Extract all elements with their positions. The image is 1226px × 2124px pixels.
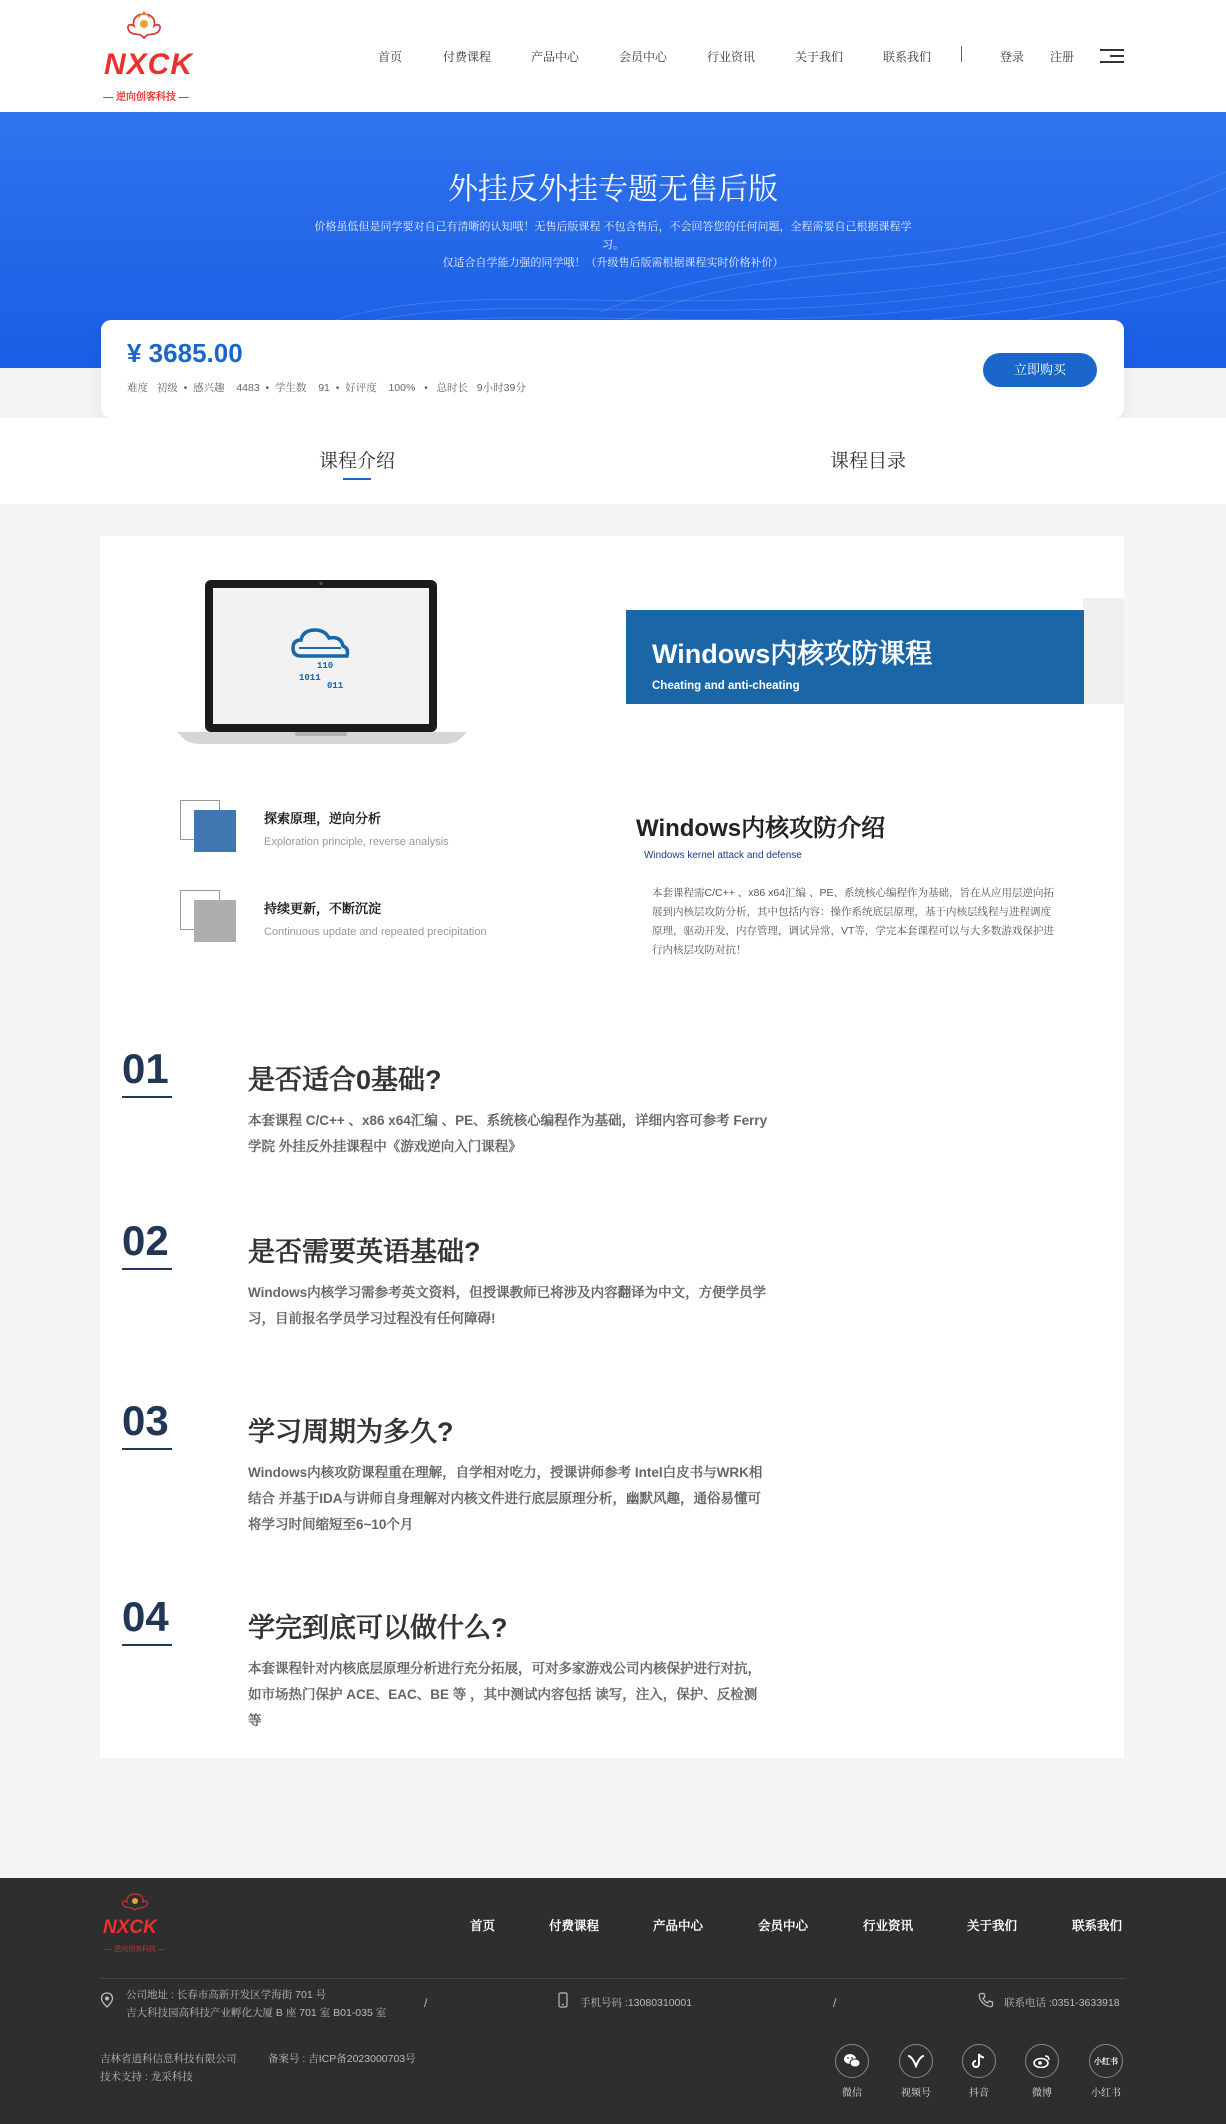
footer-logo[interactable] xyxy=(100,1888,170,1958)
nav-membership[interactable]: 会员中心 xyxy=(619,50,668,64)
stat-value-students: 91 xyxy=(318,382,330,394)
course-tabs xyxy=(0,418,1226,504)
faq-answer: 本套课程针对内核底层原理分析进行充分拓展，可对多家游戏公司内核保护进行对抗，如市场热门保护 ACE、EAC、BE 等 ，其中测试内容包括 读写，注入，保护、反检测等 xyxy=(248,1661,761,1728)
footer-nav-membership[interactable]: 会员中心 xyxy=(758,1919,809,1933)
social-label: 微博 xyxy=(1032,2088,1052,2099)
social-label: 抖音 xyxy=(969,2088,989,2099)
screen-code-3: 011 xyxy=(327,681,344,691)
footer-nav-paid-courses[interactable]: 付费课程 xyxy=(549,1919,600,1933)
footer-address-line2: 吉大科技园高科技产业孵化大厦 B 座 701 室 B01-035 室 xyxy=(126,2007,387,2019)
faq-answer: Windows内核学习需参考英文资料，但授课教师已将涉及内容翻译为中文，方便学员学习，目前报名学员学习过程没有任何障碍! xyxy=(248,1285,767,1326)
site-footer xyxy=(0,1878,1226,2124)
site-header xyxy=(0,0,1226,112)
tab-course-intro[interactable]: 课程介绍 xyxy=(319,451,396,472)
footer-logo-text: NXCK xyxy=(103,1917,157,1938)
screen-code-1: 110 xyxy=(317,661,334,671)
footer-divider xyxy=(100,1978,1126,1979)
stat-value-difficulty: 初级 xyxy=(156,382,178,394)
feature-title: 持续更新，不断沉淀 xyxy=(264,901,382,916)
faq-answer: Windows内核攻防课程重在理解，自学相对吃力，授课讲师参考 Intel白皮书与WRK相结合 并基于IDA与讲师自身理解对内核文件进行底层原理分析，幽默风趣，通俗易懂可将学习时间缩短至6~10个月 xyxy=(248,1465,763,1532)
feature-subtitle: Exploration principle, reverse analysis xyxy=(264,836,449,848)
footer-address-line1: 公司地址 : 长春市高新开发区学海街 701 号 xyxy=(126,1989,327,2001)
stat-value-rating: 100% xyxy=(388,382,416,394)
footer-icp[interactable]: 备案号 : 吉ICP备2023000703号 xyxy=(268,2053,416,2065)
faq-number-underline xyxy=(122,1644,172,1646)
stat-value-interest: 4483 xyxy=(236,382,260,394)
logo-tagline: — 逆向创客科技 — xyxy=(103,92,189,103)
social-channels[interactable] xyxy=(886,2044,946,2099)
faq-answer: 本套课程 C/C++ 、x86 x64汇编 、PE、系统核心编程作为基础，详细内容可参考 Ferry学院 外挂反外挂课程中《游戏逆向入门课程》 xyxy=(248,1113,768,1154)
register-link[interactable]: 注册 xyxy=(1050,50,1075,64)
footer-crest-icon xyxy=(100,1888,170,1958)
footer-nav-about[interactable]: 关于我们 xyxy=(967,1919,1018,1933)
nav-home[interactable]: 首页 xyxy=(378,50,403,64)
faq-question: 是否需要英语基础? xyxy=(248,1237,481,1267)
mobile-phone-icon xyxy=(558,1992,568,2008)
social-weibo[interactable] xyxy=(1012,2044,1072,2099)
social-xiaohongshu[interactable] xyxy=(1076,2044,1136,2099)
footer-nav-news[interactable]: 行业资讯 xyxy=(863,1919,914,1933)
footer-nav-contact[interactable]: 联系我们 xyxy=(1072,1919,1123,1933)
footer-address xyxy=(126,1986,386,2022)
faq-number: 02 xyxy=(122,1217,169,1264)
location-pin-icon xyxy=(100,1992,114,2008)
intro-title: Windows内核攻防介绍 xyxy=(636,815,886,842)
xiaohongshu-icon xyxy=(1089,2044,1123,2078)
stat-label-interest: 感兴趣 xyxy=(193,382,225,394)
intro-text: 本套课程需C/C++ 、x86 x64汇编 、PE、系统核心编程作为基础，旨在从应用层逆向拓展到内核层攻防分析，其中包括内容：操作系统底层原理，基于内核层线程与进程调度原理，驱动开发，内存管理，调试异常，VT等，学完本套课程可以与大多数游戏保护进行内核层攻防对抗！ xyxy=(652,887,1054,956)
course-banner-title: Windows内核攻防课程 xyxy=(652,639,933,669)
site-logo[interactable] xyxy=(100,10,194,105)
active-tab-indicator xyxy=(343,478,371,480)
stat-label-difficulty: 难度 xyxy=(127,382,148,394)
logo-text: NXCK xyxy=(104,48,194,81)
hero-title: 外挂反外挂专题无售后版 xyxy=(448,173,778,206)
faq-number-underline xyxy=(122,1268,172,1270)
faq-number: 04 xyxy=(122,1593,169,1640)
feature-square-icon xyxy=(194,810,236,852)
course-banner-subtitle: Cheating and anti-cheating xyxy=(652,680,800,692)
nav-paid-courses[interactable]: 付费课程 xyxy=(443,50,492,64)
douyin-icon xyxy=(962,2044,996,2078)
course-price: ¥ 3685.00 xyxy=(127,338,243,368)
nav-about[interactable]: 关于我们 xyxy=(795,50,844,64)
crest-icon xyxy=(124,10,164,44)
faq-question: 学完到底可以做什么? xyxy=(248,1613,508,1643)
social-label: 小红书 xyxy=(1091,2088,1121,2099)
footer-company: 吉林省逍科信息科技有限公司 xyxy=(100,2053,237,2065)
stat-label-students: 学生数 xyxy=(275,382,307,394)
stat-label-duration: 总时长 xyxy=(436,382,469,394)
footer-tech-support: 技术支持 : 龙采科技 xyxy=(100,2071,193,2083)
stat-dot: • xyxy=(424,382,428,394)
footer-separator: / xyxy=(424,1996,428,2010)
xiaohongshu-badge-text: 小红书 xyxy=(1094,2056,1118,2066)
stat-value-duration: 9小时39分 xyxy=(476,382,526,394)
wechat-icon xyxy=(835,2044,869,2078)
laptop-illustration xyxy=(177,572,467,752)
login-link[interactable]: 登录 xyxy=(1000,50,1025,64)
faq-number: 03 xyxy=(122,1397,169,1444)
nav-news[interactable]: 行业资讯 xyxy=(707,50,756,64)
footer-nav-home[interactable]: 首页 xyxy=(470,1919,496,1933)
tab-course-catalog[interactable]: 课程目录 xyxy=(830,451,907,472)
social-label: 视频号 xyxy=(901,2088,931,2099)
feature-title: 探索原理，逆向分析 xyxy=(264,811,382,826)
intro-subtitle: Windows kernel attack and defense xyxy=(644,850,802,861)
faq-question: 是否适合0基础? xyxy=(248,1065,442,1095)
faq-number: 01 xyxy=(122,1045,169,1092)
hero-description xyxy=(310,218,916,272)
faq-number-underline xyxy=(122,1096,172,1098)
hero-desc-line2: 仅适合自学能力强的同学哦！（升级售后版需根据课程实时价格补价） xyxy=(442,257,784,269)
footer-phone: 联系电话 :0351-3633918 xyxy=(1004,1997,1120,2009)
social-wechat[interactable] xyxy=(822,2044,882,2099)
video-channel-icon xyxy=(899,2044,933,2078)
buy-now-button[interactable]: 立即购买 xyxy=(983,353,1097,387)
menu-icon[interactable] xyxy=(1100,48,1124,64)
banner-side-panel xyxy=(1083,598,1124,704)
stat-label-rating: 好评度 xyxy=(345,382,377,394)
social-label: 微信 xyxy=(842,2088,862,2099)
telephone-icon xyxy=(978,1992,994,2008)
nav-contact[interactable]: 联系我们 xyxy=(883,50,932,64)
stat-dot: • xyxy=(183,382,188,394)
feature-subtitle: Continuous update and repeated precipitation xyxy=(264,926,487,938)
faq-number-underline xyxy=(122,1448,172,1450)
stat-dot: • xyxy=(335,382,340,394)
footer-logo-tagline: — 逆向创客科技 — xyxy=(105,1946,165,1953)
footer-separator: / xyxy=(833,1996,837,2010)
screen-code-2: 1011 xyxy=(299,673,321,683)
weibo-icon xyxy=(1025,2044,1059,2078)
social-douyin[interactable] xyxy=(949,2044,1009,2099)
faq-question: 学习周期为多久? xyxy=(248,1417,454,1447)
course-intro-content xyxy=(100,536,1124,1758)
footer-nav-products[interactable]: 产品中心 xyxy=(653,1919,704,1933)
hero-desc-line1: 价格虽低但是同学要对自己有清晰的认知哦！无售后版课程 不包含售后，不会回答您的任何问题，全程需要自己根据课程学习。 xyxy=(314,221,912,251)
nav-products[interactable]: 产品中心 xyxy=(531,50,580,64)
nav-divider xyxy=(961,46,962,62)
course-price-card xyxy=(101,320,1124,418)
course-banner xyxy=(626,610,1084,704)
footer-mobile: 手机号码 :13080310001 xyxy=(580,1997,693,2009)
feature-square-icon xyxy=(194,900,236,942)
stat-dot: • xyxy=(265,382,270,394)
course-stats xyxy=(127,380,526,395)
